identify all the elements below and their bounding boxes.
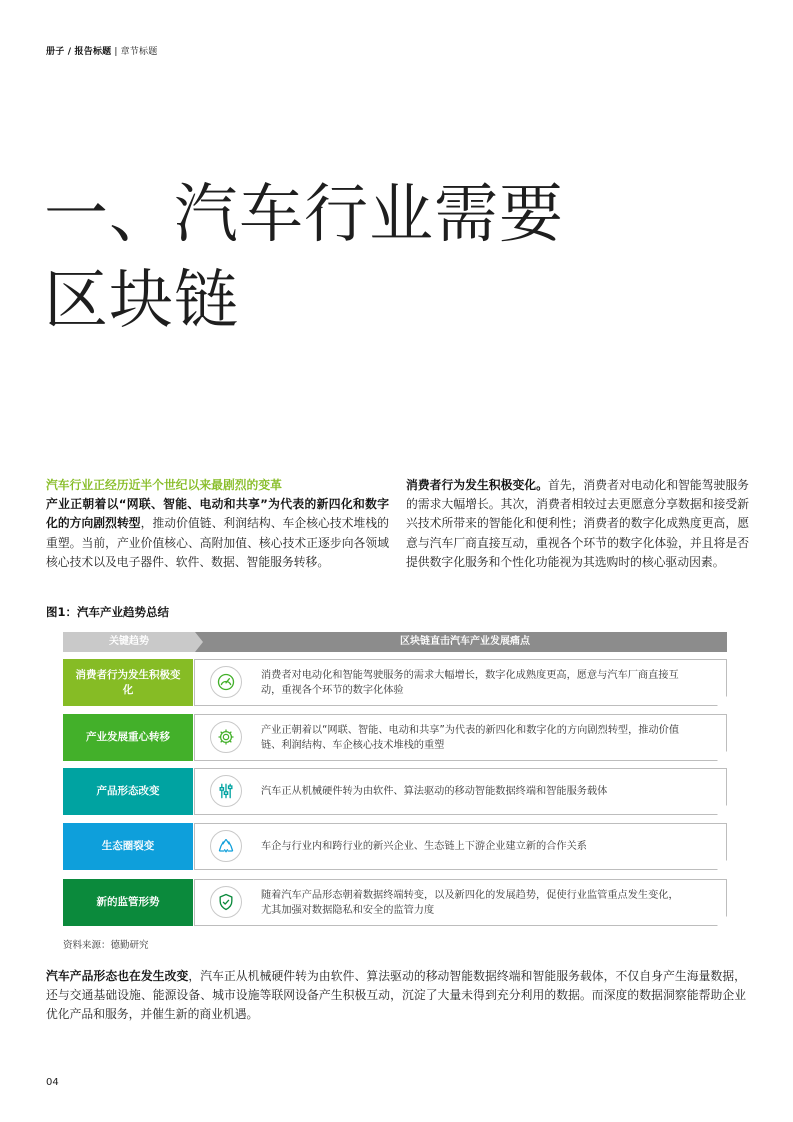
breadcrumb-chapter-title: 章节标题 bbox=[120, 47, 158, 57]
page-title-line-2: 区块链 bbox=[44, 264, 239, 338]
trend-row-ecosystem bbox=[63, 823, 727, 870]
trend-description: 汽车正从机械硬件转为由软件、算法驱动的移动智能数据终端和智能服务载体 bbox=[261, 786, 608, 797]
shield-icon bbox=[210, 886, 242, 918]
bottom-paragraph-body-text: ，汽车正从机械硬件转为由软件、算法驱动的移动智能数据终端和智能服务载体，不仅自身产生海量数据，还与交通基础设施、能源设备、城市设施等联网设备产生积极互动，沉淀了大量未得到充分利用的数据。而深度的数据洞察能帮助企业优化产品和服务，并催生新的商业机遇。 bbox=[46, 969, 746, 1022]
breadcrumb-separator: | bbox=[114, 47, 118, 57]
right-column-bold-text: 消费者行为发生积极变化。 bbox=[406, 478, 548, 492]
trend-label: 产业发展重心转移 bbox=[63, 714, 193, 761]
trend-row-industry-shift bbox=[63, 714, 727, 761]
page-number: 04 bbox=[46, 1077, 59, 1088]
gear-icon bbox=[210, 721, 242, 753]
section-heading: 汽车行业正经历近半个世纪以来最剧烈的变革 bbox=[46, 478, 282, 492]
trend-row-consumer bbox=[63, 659, 727, 706]
trend-label: 新的监管形势 bbox=[63, 879, 193, 926]
recycle-icon bbox=[210, 830, 242, 862]
left-column-paragraph bbox=[46, 476, 389, 572]
figure-header-pain-points: 区块链直击汽车产业发展痛点 bbox=[400, 636, 530, 647]
gauge-icon bbox=[210, 666, 242, 698]
trend-row-product-form bbox=[63, 768, 727, 815]
trend-label: 产品形态改变 bbox=[63, 768, 193, 815]
trend-description: 产业正朝着以“网联、智能、电动和共享”为代表的新四化和数字化的方向剧烈转型，推动价值链、利润结构、车企核心技术堆栈的重塑 bbox=[261, 724, 680, 751]
trend-row-regulation bbox=[63, 879, 727, 926]
left-column-bold-text: 产业正朝着以“网联、智能、电动和共享”为代表的新四化和数字化的方向剧烈转型 bbox=[46, 497, 389, 531]
trend-description: 消费者对电动化和智能驾驶服务的需求大幅增长，数字化成熟度更高，愿意与汽车厂商直接互动，重视各个环节的数字化体验 bbox=[261, 669, 679, 696]
breadcrumb-report-title: 册子 / 报告标题 bbox=[46, 47, 112, 57]
trend-label: 生态圈裂变 bbox=[63, 823, 193, 870]
page-title bbox=[44, 172, 564, 344]
sliders-icon bbox=[210, 775, 242, 807]
figure-header-key-trends: 关键趋势 bbox=[109, 636, 149, 647]
bottom-paragraph bbox=[46, 967, 746, 1025]
page-title-line-1: 一、汽车行业需要 bbox=[44, 178, 564, 252]
trend-description: 车企与行业内和跨行业的新兴企业、生态链上下游企业建立新的合作关系 bbox=[261, 841, 587, 852]
bottom-paragraph-bold-text: 汽车产品形态也在发生改变 bbox=[46, 969, 189, 983]
right-column-body-text: 首先，消费者对电动化和智能驾驶服务的需求大幅增长。其次，消费者相较过去更愿意分享数据和接受新兴技术所带来的智能化和便利性；消费者的数字化成熟度更高，愿意与汽车厂商直接互动，重视各个环节的数字化体验，并且将是否提供数字化服务和个性化功能视为其选购时的核心驱动因素。 bbox=[406, 478, 749, 569]
left-column-body-text: ，推动价值链、利润结构、车企核心技术堆栈的重塑。当前，产业价值核心、高附加值、核心技术正逐步向各领域核心技术以及电子器件、软件、数据、智能服务转移。 bbox=[46, 516, 389, 569]
breadcrumb bbox=[46, 44, 157, 57]
figure-header-bar bbox=[63, 632, 727, 652]
figure-title: 图1：汽车产业趋势总结 bbox=[46, 605, 170, 619]
trend-description: 随着汽车产品形态朝着数据终端转变，以及新四化的发展趋势，促使行业监管重点发生变化，尤其加强对数据隐私和安全的监管力度 bbox=[261, 889, 679, 916]
trend-label: 消费者行为发生积极变化 bbox=[63, 659, 193, 706]
figure-source: 资料来源：德勤研究 bbox=[63, 940, 149, 951]
right-column-paragraph bbox=[406, 476, 749, 572]
